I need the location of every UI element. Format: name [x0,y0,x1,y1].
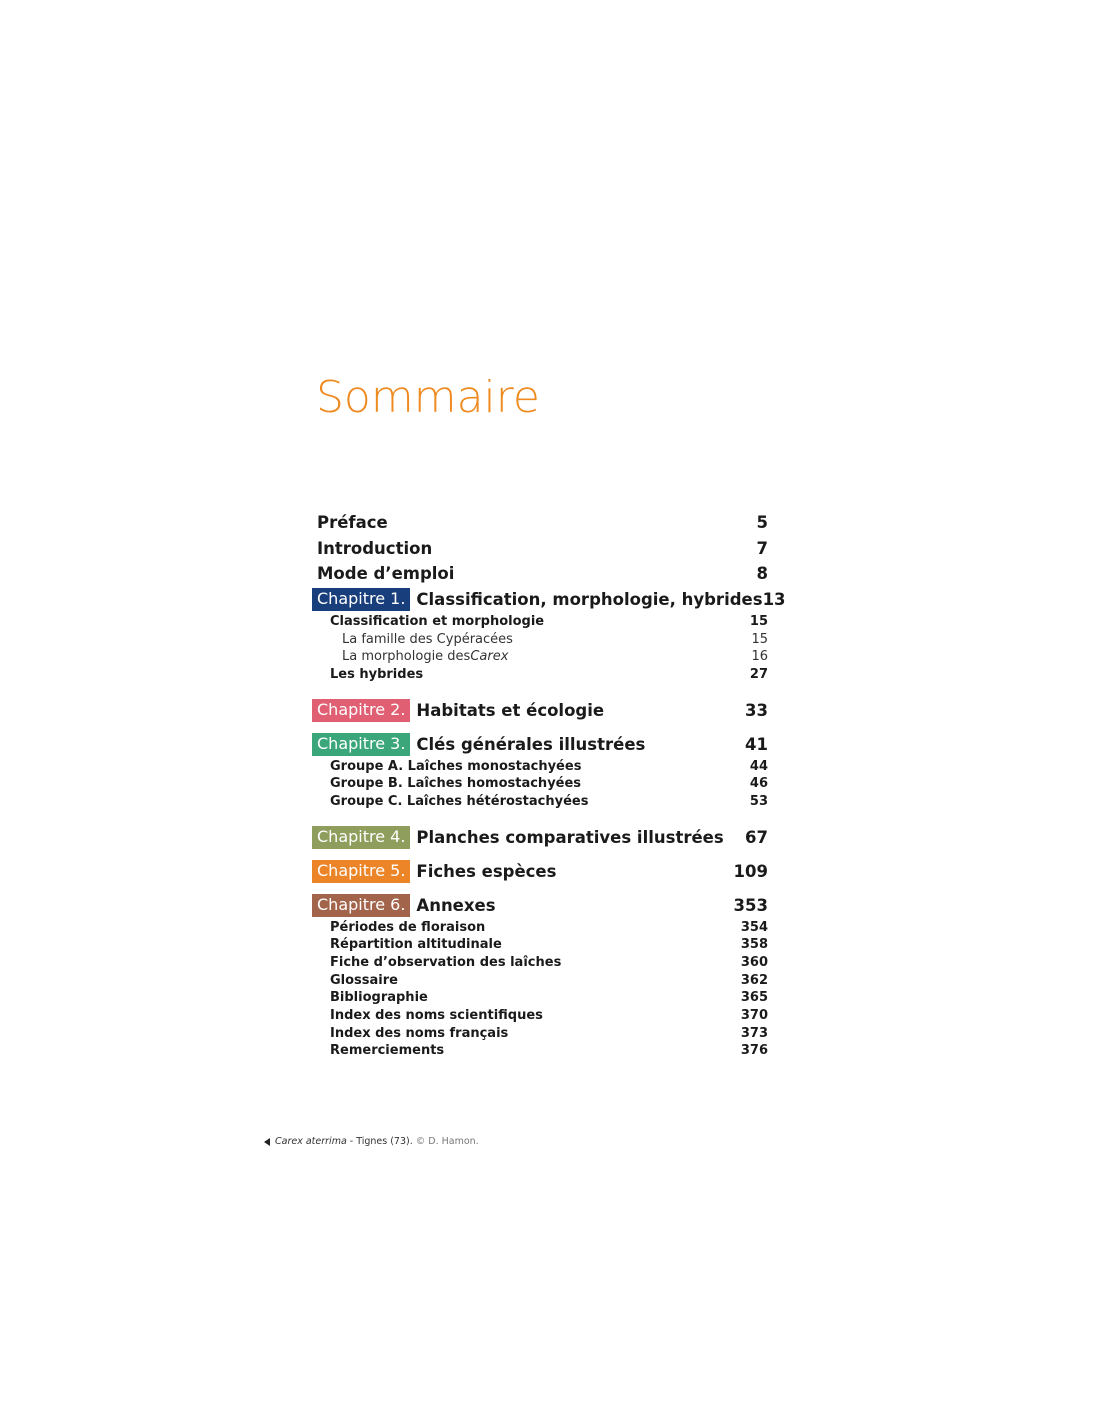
caption-credit: © D. Hamon. [415,1136,479,1147]
arrow-left-icon [264,1138,270,1146]
toc-subsection-page: 15 [751,631,768,647]
toc-section[interactable] [312,954,768,972]
label-italic-text: Carex [470,649,509,665]
toc-subsection-label: La famille des Cypéracées [342,631,513,647]
toc-subsection-label [342,649,508,664]
toc-subsection[interactable] [312,630,768,648]
toc-chapter-3[interactable] [312,731,768,757]
table-of-contents [312,510,786,1060]
toc-section-label: Groupe A. Laîches monostachyées [330,758,582,774]
toc-entry-label: Mode d’emploi [317,564,455,584]
toc-section-page: 365 [740,990,768,1006]
toc-section[interactable] [312,1042,768,1060]
toc-section-page: 46 [749,776,768,792]
toc-chapter-4[interactable] [312,824,768,850]
toc-section[interactable] [312,918,768,936]
chapter-badge: Chapitre 2. [312,699,410,722]
toc-entry-preface[interactable] [312,510,768,536]
toc-section-label: Index des noms français [330,1025,509,1041]
label-text: La morphologie des [342,649,471,665]
toc-section-label: Classification et morphologie [330,613,545,629]
toc-section[interactable] [312,989,768,1007]
toc-section-label: Remerciements [330,1043,445,1059]
toc-section[interactable] [312,666,768,684]
toc-section-page: 362 [740,972,768,988]
toc-chapter-6[interactable] [312,892,768,918]
chapter-title: Planches comparatives illustrées [416,827,724,847]
toc-entry-page: 41 [745,734,768,754]
toc-entry-page: 33 [745,700,768,720]
caption-place: - Tignes (73). [349,1136,413,1147]
toc-entry-introduction[interactable] [312,536,768,562]
toc-chapter-1[interactable] [312,587,786,613]
page-title: Sommaire [316,372,540,423]
toc-entry-page: 109 [733,861,768,881]
toc-section-label: Les hybrides [330,666,424,682]
toc-section-label: Groupe B. Laîches homostachyées [330,776,582,792]
toc-section-page: 15 [749,613,768,629]
toc-section[interactable] [312,971,768,989]
toc-section-label: Index des noms scientifiques [330,1008,543,1024]
toc-section-page: 370 [740,1008,768,1024]
chapter-badge: Chapitre 6. [312,894,410,917]
toc-section-label: Bibliographie [330,990,428,1006]
chapter-title: Annexes [416,895,496,915]
toc-section-page: 27 [749,666,768,682]
toc-section-page: 354 [740,919,768,935]
toc-subsection-page: 16 [751,649,768,665]
chapter-badge: Chapitre 3. [312,733,410,756]
toc-section-page: 53 [749,793,768,809]
toc-section[interactable] [312,775,768,793]
toc-section-page: 373 [740,1025,768,1041]
toc-subsection[interactable] [312,648,768,666]
toc-section-page: 360 [740,955,768,971]
toc-section[interactable] [312,936,768,954]
toc-section-label: Répartition altitudinale [330,937,502,953]
chapter-badge: Chapitre 4. [312,826,410,849]
toc-entry-page: 67 [745,827,768,847]
toc-section-page: 376 [740,1043,768,1059]
toc-section[interactable] [312,1007,768,1025]
photo-caption [264,1136,479,1147]
toc-section-label: Groupe C. Laîches hétérostachyées [330,793,589,809]
chapter-title: Habitats et écologie [416,700,605,720]
toc-entry-page: 8 [756,564,768,584]
chapter-badge: Chapitre 5. [312,860,410,883]
toc-entry-page: 7 [756,538,768,558]
toc-entry-page: 5 [756,513,768,533]
toc-section-label: Périodes de floraison [330,919,486,935]
caption-species: Carex aterrima [275,1136,347,1147]
chapter-badge: Chapitre 1. [312,588,410,611]
toc-section-label: Glossaire [330,972,398,988]
toc-section[interactable] [312,1024,768,1042]
toc-entry-page: 13 [762,590,786,609]
toc-section[interactable] [312,793,768,811]
toc-chapter-5[interactable] [312,858,768,884]
toc-entry-page: 353 [733,895,768,915]
toc-section[interactable] [312,757,768,775]
toc-entry-label: Introduction [317,538,433,558]
chapter-title: Classification, morphologie, hybrides [416,590,763,609]
toc-entry-mode-emploi[interactable] [312,561,768,587]
toc-section-page: 358 [740,937,768,953]
toc-section-label: Fiche d’observation des laîches [330,955,562,971]
chapter-title: Fiches espèces [416,861,557,881]
toc-section-page: 44 [749,758,768,774]
chapter-title: Clés générales illustrées [416,734,646,754]
toc-chapter-2[interactable] [312,697,768,723]
toc-section[interactable] [312,613,768,631]
toc-entry-label: Préface [317,513,388,533]
